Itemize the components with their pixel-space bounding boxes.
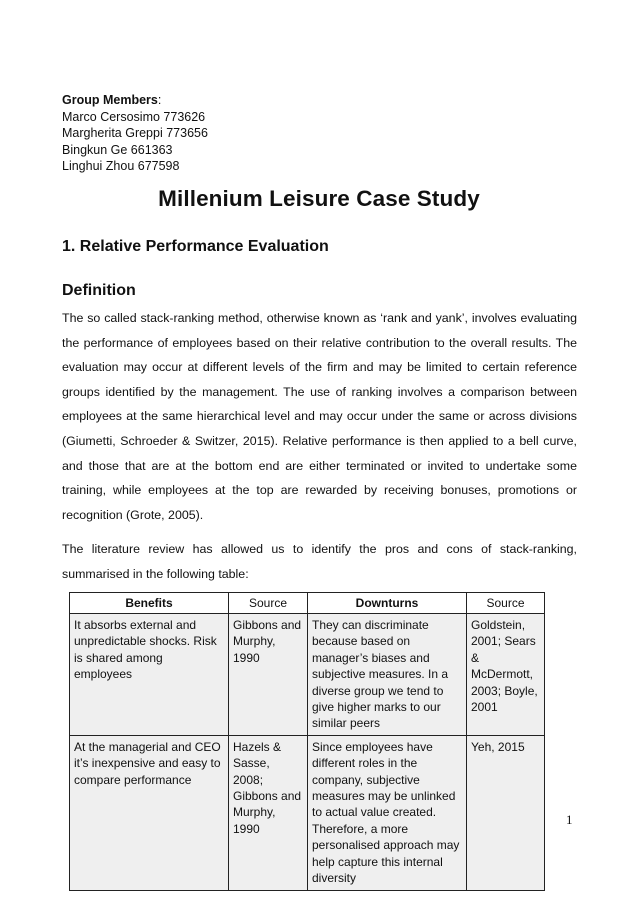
page-number: 1 (566, 812, 573, 827)
table-row (70, 735, 545, 890)
member-name: Margherita Greppi 773656 (62, 126, 208, 140)
benefit-cell: It absorbs external and unpredictable shocks. Risk is shared among employees (70, 614, 229, 736)
member-name: Marco Cersosimo 773626 (62, 109, 206, 124)
header-benefits: Benefits (70, 593, 229, 614)
definition-heading: Definition (62, 282, 136, 299)
benefit-cell: At the managerial and CEO it’s inexpensive and easy to compare performance (70, 735, 229, 890)
benefit-source-cell: Hazels & Sasse, 2008; Gibbons and Murphy, 1990 (229, 735, 308, 890)
header-source: Source (467, 593, 545, 614)
table-header-row (70, 593, 545, 614)
downturn-source-cell: Yeh, 2015 (467, 735, 545, 890)
downturn-cell: Since employees have different roles in the company, subjective measures may be unlinked to actual value created. Therefore, a more personalised approach may help capture this internal diversity (308, 735, 467, 890)
group-members-heading (62, 92, 208, 109)
group-members-label: Group Members (62, 93, 158, 107)
definition-paragraph: The so called stack-ranking method, otherwise known as ‘rank and yank’, involves evaluating the performance of employees based on their relative contribution to the overall results. The evaluation may occur at different levels of the firm and may be limited to certain reference groups identified by the management. The use of ranking involves a comparison between employees at the same hierarchical level and may occur under the same or across divisions (Giumetti, Schroeder & Switzer, 2015). Relative performance is then applied to a bell curve, and those that are at the bottom end are either terminated or invited to undertake some training, while employees at the top are rewarded by receiving bonuses, promotions or recognition (Grote, 2005). (62, 311, 577, 522)
member-name: Linghui Zhou 677598 (62, 159, 180, 173)
header-source: Source (229, 593, 308, 614)
header-downturns: Downturns (308, 593, 467, 614)
table-row (70, 614, 545, 736)
downturn-cell: They can discriminate because based on manager’s biases and subjective measures. In a diverse group we tend to give higher marks to our similar peers (308, 614, 467, 736)
group-members-block (62, 92, 208, 175)
section-heading: 1. Relative Performance Evaluation (62, 238, 329, 255)
pros-cons-table (69, 592, 545, 891)
document-title: Millenium Leisure Case Study (158, 186, 480, 211)
downturn-source-cell: Goldstein, 2001; Sears & McDermott, 2003; Boyle, 2001 (467, 614, 545, 736)
group-members-colon: : (157, 93, 162, 107)
benefit-source-cell: Gibbons and Murphy, 1990 (229, 614, 308, 736)
literature-paragraph: The literature review has allowed us to identify the pros and cons of stack-ranking, summarised in the following table: (62, 542, 577, 581)
member-name: Bingkun Ge 661363 (62, 142, 173, 157)
